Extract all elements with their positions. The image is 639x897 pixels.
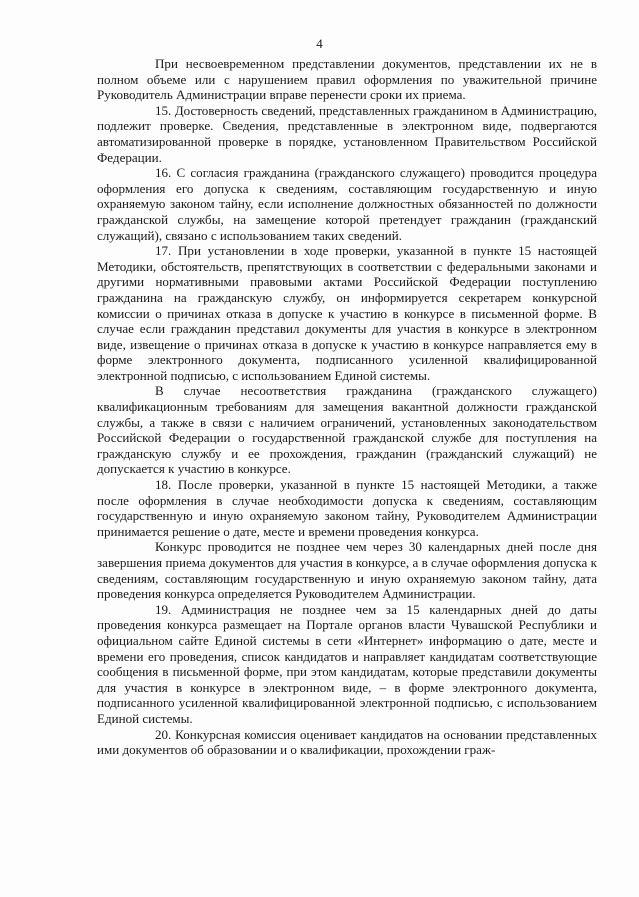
paragraph-15: 15. Достоверность сведений, представленных гражданином в Администрацию, подлежит проверке. Сведения, представленные в электронном виде, подвергаются автоматизированной проверке в порядке, установленном Правительством Российской Федерации. — [97, 102, 597, 165]
document-body — [97, 56, 597, 758]
paragraph-17: 17. При установлении в ходе проверки, указанной в пункте 15 настоящей Методики, обстоятельств, препятствующих в соответствии с федеральными законами и другими нормативными правовыми актами Российской Федерации поступлению гражданина на гражданскую службу, он информируется секретарем конкурсной комиссии о причинах отказа в допуске к участию в конкурсе в письменной форме. В случае если гражданин представил документы для участия в конкурсе в электронном виде, извещение о причинах отказа в допуске к участию в конкурсе направляется ему в форме электронного документа, подписанного усиленной квалифицированной электронной подписью, с использованием Единой системы. — [97, 243, 597, 383]
page-number: 4 — [316, 36, 323, 51]
paragraph-17-nonconformity: В случае несоответствия гражданина (гражданского служащего) квалификационным требованиям для замещения вакантной должности гражданской службы, а также в связи с наличием ограничений, установленных законодательством Российской Федерации о государственной гражданской службе для поступления на гражданскую службу и ее прохождения, гражданин (гражданский служащий) не допускается к участию в конкурсе. — [97, 383, 597, 477]
paragraph-reschedule: При несвоевременном представлении документов, представлении их не в полном объеме или с нарушением правил оформления по уважительной причине Руководитель Администрации вправе перенести сроки их приема. — [97, 56, 597, 103]
paragraph-20: 20. Конкурсная комиссия оценивает кандидатов на основании представленных ими документов об образовании и о квалификации, прохождении граж- — [97, 726, 597, 758]
paragraph-18-contest-date: Конкурс проводится не позднее чем через 30 календарных дней после дня завершения приема документов для участия в конкурсе, а в случае оформления допуска к сведениям, составляющим государственную и иную охраняемую законом тайну, дата проведения конкурса определяется Руководителем Администрации. — [97, 539, 597, 602]
paragraph-18: 18. После проверки, указанной в пункте 15 настоящей Методики, а также после оформления в случае необходимости допуска к сведениям, составляющим государственную и иную охраняемую законом тайну, Руководителем Администрации принимается решение о дате, месте и времени проведения конкурса. — [97, 477, 597, 539]
paragraph-19: 19. Администрация не позднее чем за 15 календарных дней до даты проведения конкурса размещает на Портале органов власти Чувашской Республики и официальном сайте Единой системы в сети «Интернет» информацию о дате, месте и времени его проведения, список кандидатов и направляет кандидатам соответствующие сообщения в письменной форме, при этом кандидатам, которые представили документы для участия в конкурсе в электронном виде, – в форме электронного документа, подписанного усиленной квалифицированной электронной подписью, с использованием Единой системы. — [97, 601, 597, 726]
paragraph-16: 16. С согласия гражданина (гражданского служащего) проводится процедура оформления его допуска к сведениям, составляющим государственную и иную охраняемую законом тайну, если исполнение должностных обязанностей по должности гражданской службы, на замещение которой претендует гражданин (гражданский служащий), связано с использованием таких сведений. — [97, 165, 597, 243]
